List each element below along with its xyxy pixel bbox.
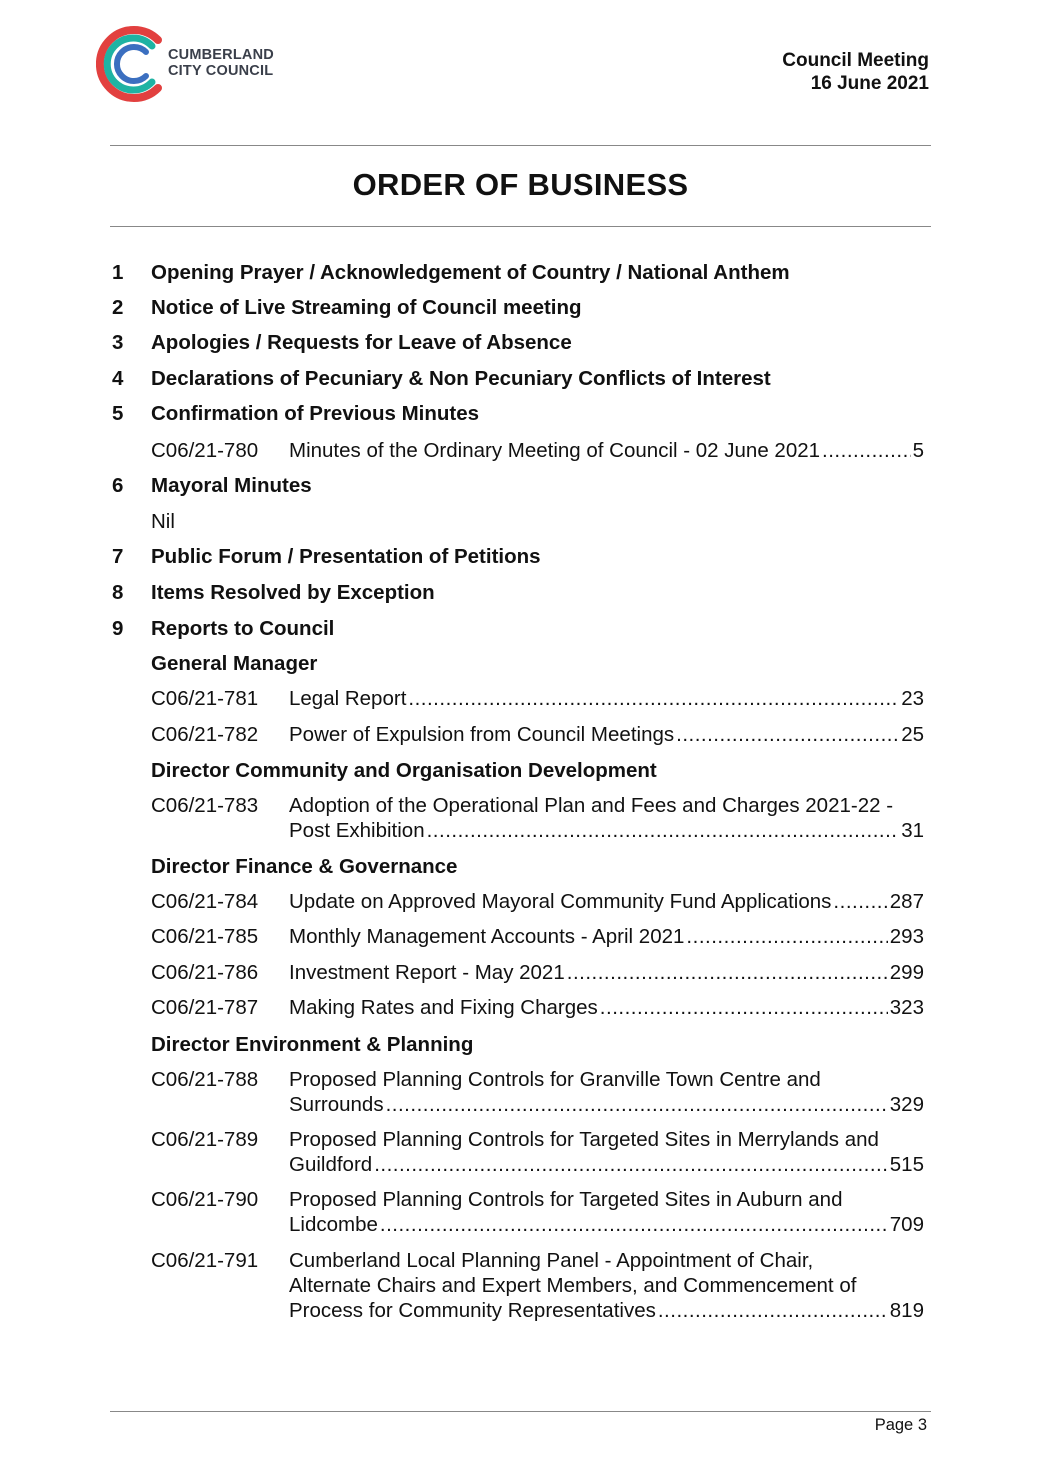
page-title: ORDER OF BUSINESS	[352, 167, 689, 202]
report-page: 709	[889, 1213, 924, 1236]
item-heading: Public Forum / Presentation of Petitions	[151, 545, 541, 568]
section-heading: General Manager	[151, 652, 318, 675]
dot-leader	[600, 996, 888, 1020]
report-title-line-2: Lidcombe	[289, 1213, 378, 1236]
report-title-line-2: Alternate Chairs and Expert Members, and Commencement of	[289, 1274, 857, 1297]
logo-line-1: CUMBERLAND	[168, 47, 274, 63]
item-heading: Declarations of Pecuniary & Non Pecuniary Conflicts of Interest	[151, 367, 771, 390]
footer-rule	[110, 1411, 931, 1412]
report-page: 287	[889, 890, 924, 913]
item-number: 4	[112, 367, 124, 390]
report-code: C06/21-781	[151, 687, 259, 710]
page-number: Page 3	[874, 1416, 927, 1434]
report-title: Update on Approved Mayoral Community Fund Applications	[289, 890, 832, 913]
report-title: Minutes of the Ordinary Meeting of Council - 02 June 2021	[289, 439, 821, 462]
dot-leader	[686, 925, 887, 949]
council-logo	[96, 24, 296, 104]
dot-leader	[386, 1093, 888, 1117]
item-number: 3	[112, 331, 124, 354]
report-title-line-1: Adoption of the Operational Plan and Fees and Charges 2021-22 -	[289, 794, 894, 817]
item-number: 7	[112, 545, 124, 568]
meeting-info	[782, 49, 929, 95]
report-title-line-1: Proposed Planning Controls for Targeted Sites in Auburn and	[289, 1188, 843, 1211]
report-code: C06/21-784	[151, 890, 259, 913]
report-page: 23	[901, 687, 924, 710]
report-code: C06/21-787	[151, 996, 259, 1019]
section-heading: Director Environment & Planning	[151, 1033, 474, 1056]
report-page: 5	[912, 439, 924, 462]
report-title: Monthly Management Accounts - April 2021	[289, 925, 685, 948]
item-heading: Confirmation of Previous Minutes	[151, 402, 480, 425]
dot-leader	[380, 1213, 888, 1237]
dot-leader	[833, 890, 887, 914]
report-page: 819	[889, 1299, 924, 1322]
item-number: 8	[112, 581, 124, 604]
report-code: C06/21-786	[151, 961, 259, 984]
dot-leader	[408, 687, 899, 711]
item-number: 2	[112, 296, 124, 319]
item-number: 6	[112, 474, 124, 497]
section-heading: Director Finance & Governance	[151, 855, 458, 878]
report-page: 323	[889, 996, 924, 1019]
item-number: 5	[112, 402, 124, 425]
report-page: 293	[889, 925, 924, 948]
report-title-line-1: Cumberland Local Planning Panel - Appointment of Chair,	[289, 1249, 814, 1272]
report-code: C06/21-782	[151, 723, 259, 746]
dot-leader	[567, 961, 888, 985]
council-logo-wordmark	[168, 47, 274, 79]
report-page: 515	[889, 1153, 924, 1176]
report-code: C06/21-791	[151, 1249, 259, 1272]
report-code: C06/21-788	[151, 1068, 259, 1091]
logo-line-2: CITY COUNCIL	[168, 63, 274, 79]
report-code: C06/21-783	[151, 794, 259, 817]
item-number: 9	[112, 617, 124, 640]
report-title: Investment Report - May 2021	[289, 961, 565, 984]
report-page: 329	[889, 1093, 924, 1116]
report-page: 299	[889, 961, 924, 984]
report-page: 25	[901, 723, 924, 746]
report-code: C06/21-790	[151, 1188, 259, 1211]
dot-leader	[822, 439, 911, 463]
report-title-line-3: Process for Community Representatives	[289, 1299, 656, 1322]
item-heading: Reports to Council	[151, 617, 335, 640]
council-logo-mark-icon	[96, 24, 166, 104]
report-code: C06/21-785	[151, 925, 259, 948]
dot-leader	[676, 723, 899, 747]
dot-leader	[658, 1299, 888, 1323]
report-code: C06/21-780	[151, 439, 259, 462]
item-heading: Apologies / Requests for Leave of Absence	[151, 331, 572, 354]
title-rule	[110, 226, 931, 227]
report-title-line-1: Proposed Planning Controls for Targeted Sites in Merrylands and	[289, 1128, 879, 1151]
dot-leader	[374, 1153, 888, 1177]
report-page: 31	[901, 819, 924, 842]
report-title: Making Rates and Fixing Charges	[289, 996, 598, 1019]
dot-leader	[427, 819, 900, 843]
section-heading: Director Community and Organisation Development	[151, 759, 657, 782]
header-rule	[110, 145, 931, 146]
item-heading: Items Resolved by Exception	[151, 581, 435, 604]
meeting-type: Council Meeting	[782, 50, 929, 71]
report-title-line-1: Proposed Planning Controls for Granville Town Centre and	[289, 1068, 821, 1091]
report-title: Power of Expulsion from Council Meetings	[289, 723, 675, 746]
report-title-line-2: Surrounds	[289, 1093, 384, 1116]
item-number: 1	[112, 261, 124, 284]
report-code: C06/21-789	[151, 1128, 259, 1151]
item-heading: Mayoral Minutes	[151, 474, 312, 497]
item-heading: Notice of Live Streaming of Council meeting	[151, 296, 582, 319]
meeting-date: 16 June 2021	[810, 73, 929, 94]
report-title: Legal Report	[289, 687, 407, 710]
report-title-line-2: Guildford	[289, 1153, 373, 1176]
report-title-line-2: Post Exhibition	[289, 819, 425, 842]
item-heading: Opening Prayer / Acknowledgement of Country / National Anthem	[151, 261, 790, 284]
nil-text: Nil	[151, 510, 175, 533]
